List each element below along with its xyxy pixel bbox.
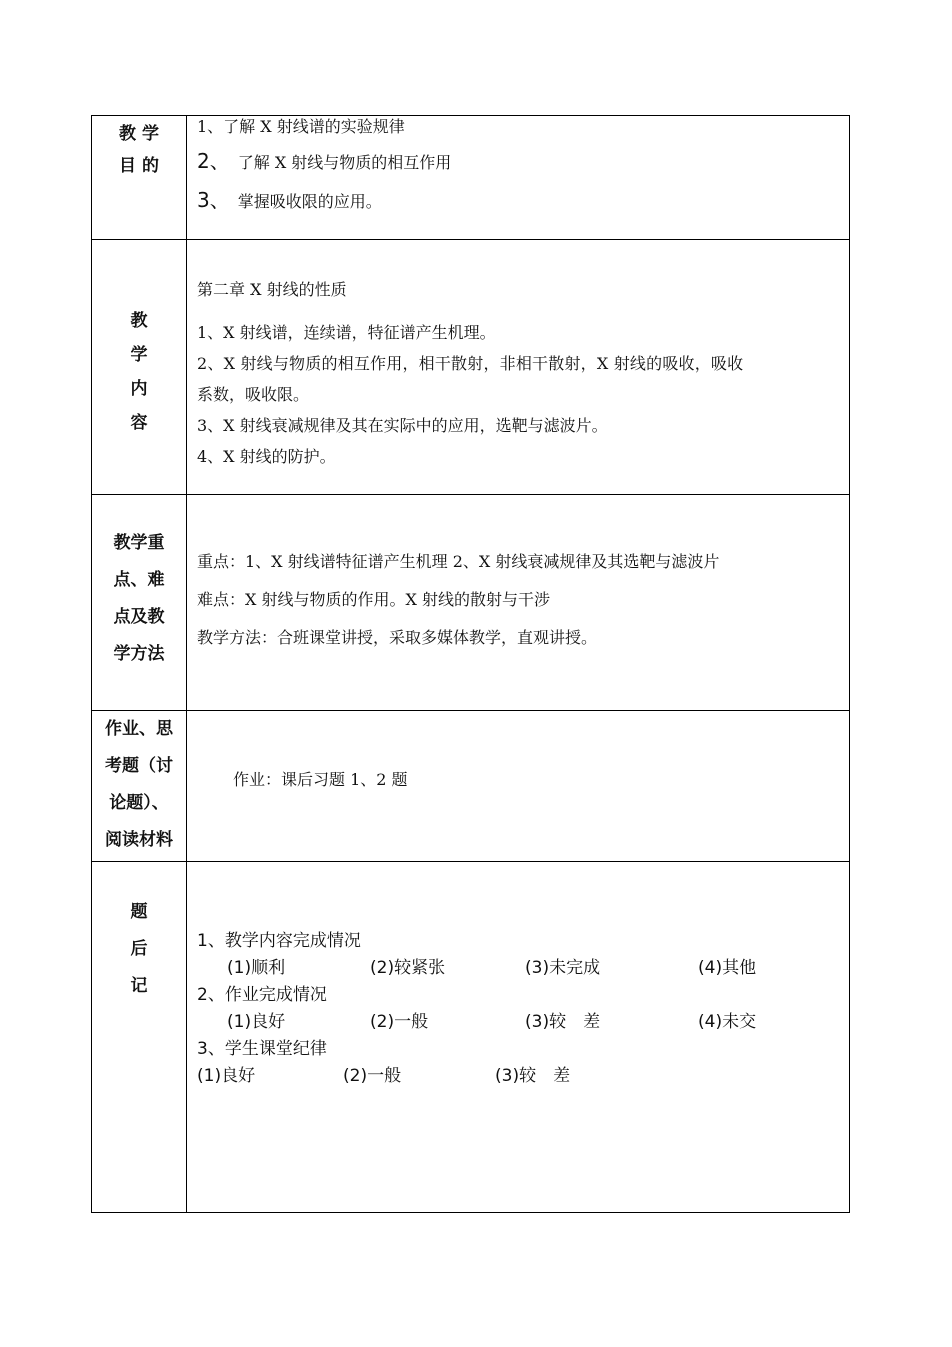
focus-label-cell [92,495,187,711]
focus-label-line-1: 教学重 [113,533,165,553]
focus-text-cell [187,495,850,711]
postscript-q2-option-2: (2)一般 [370,1012,429,1032]
objective-item-1: 1、了解 X 射线谱的实验规律 [197,117,405,136]
homework-text: 作业：课后习题 1、2 题 [233,770,408,789]
postscript-q2-option-1: (1)良好 [227,1012,286,1032]
postscript-q1-option-4: (4)其他 [698,958,757,978]
postscript-question-1: 1、教学内容完成情况 [197,931,361,951]
postscript-text-cell [187,862,850,1213]
focus-label-line-4: 学方法 [113,644,165,664]
postscript-row [92,862,850,1213]
focus-teaching-method: 教学方法：合班课堂讲授，采取多媒体教学，直观讲授。 [197,628,598,647]
postscript-q1-option-2: (2)较紧张 [370,958,446,978]
postscript-q1-options [197,955,841,982]
objective-item-3 [197,182,849,220]
postscript-label-cell [92,862,187,1213]
content-text-cell [187,240,850,495]
focus-key-points: 重点：1、X 射线谱特征谱产生机理 2、X 射线衰减规律及其选靶与滤波片 [197,552,720,571]
focus-row [92,495,850,711]
content-item-2-line-2: 系数，吸收限。 [197,385,310,404]
objective-item-2-text: 了解 X 射线与物质的相互作用 [237,153,452,172]
postscript-label-char-1: 题 [130,902,148,922]
focus-label-line-2: 点、难 [113,570,165,590]
objective-item-2-number: 2、 [197,149,230,173]
postscript-q3-option-1: (1)良好 [197,1066,256,1086]
content-label-char-1: 教 [130,311,148,331]
content-item-3: 3、X 射线衰减规律及其在实际中的应用，选靶与滤波片。 [197,416,608,435]
postscript-q3-options [197,1063,841,1090]
content-item-2-line-1: 2、X 射线与物质的相互作用，相干散射，非相干散射，X 射线的吸收，吸收 [197,354,744,373]
postscript-q3-option-2: (2)一般 [343,1066,402,1086]
content-label-char-3: 内 [130,379,148,399]
postscript-label-char-2: 后 [130,939,148,959]
content-label-char-2: 学 [130,345,148,365]
objectives-row [92,116,850,240]
postscript-q2-option-4: (4)未交 [698,1012,757,1032]
postscript-q1-option-3: (3)未完成 [525,958,601,978]
objectives-label-line2: 目 的 [119,156,159,176]
homework-label-line-4: 阅读材料 [105,830,173,850]
homework-label-line-1: 作业、思 [105,719,173,739]
objective-item-2 [197,144,849,182]
content-item-4: 4、X 射线的防护。 [197,447,336,466]
objective-item-3-number: 3、 [197,188,230,212]
postscript-q3-option-3: (3)较 差 [495,1066,571,1086]
homework-label-line-3: 论题）、 [109,793,169,813]
postscript-question-2: 2、作业完成情况 [197,985,327,1005]
objective-item-3-text: 掌握吸收限的应用。 [237,192,382,211]
content-label-cell [92,240,187,495]
postscript-q1-option-1: (1)顺利 [227,958,286,978]
objectives-content-cell [187,116,850,240]
postscript-question-3: 3、学生课堂纪律 [197,1039,327,1059]
homework-label-line-2: 考题（讨 [105,756,173,776]
content-label-char-4: 容 [130,413,148,433]
objectives-label-line1: 教 学 [119,124,159,144]
homework-row [92,711,850,862]
focus-difficulties: 难点：X 射线与物质的作用。X 射线的散射与干涉 [197,590,550,609]
content-item-1: 1、X 射线谱，连续谱，特征谱产生机理。 [197,323,496,342]
objectives-label-cell [92,116,187,240]
postscript-q2-options [197,1009,841,1036]
content-chapter-title: 第二章 X 射线的性质 [197,280,347,299]
focus-label-line-3: 点及教 [113,607,165,627]
lesson-plan-table [91,115,850,1213]
postscript-q2-option-3: (3)较 差 [525,1012,601,1032]
content-row [92,240,850,495]
postscript-label-char-3: 记 [130,976,148,996]
homework-label-cell [92,711,187,862]
homework-text-cell [187,711,850,862]
